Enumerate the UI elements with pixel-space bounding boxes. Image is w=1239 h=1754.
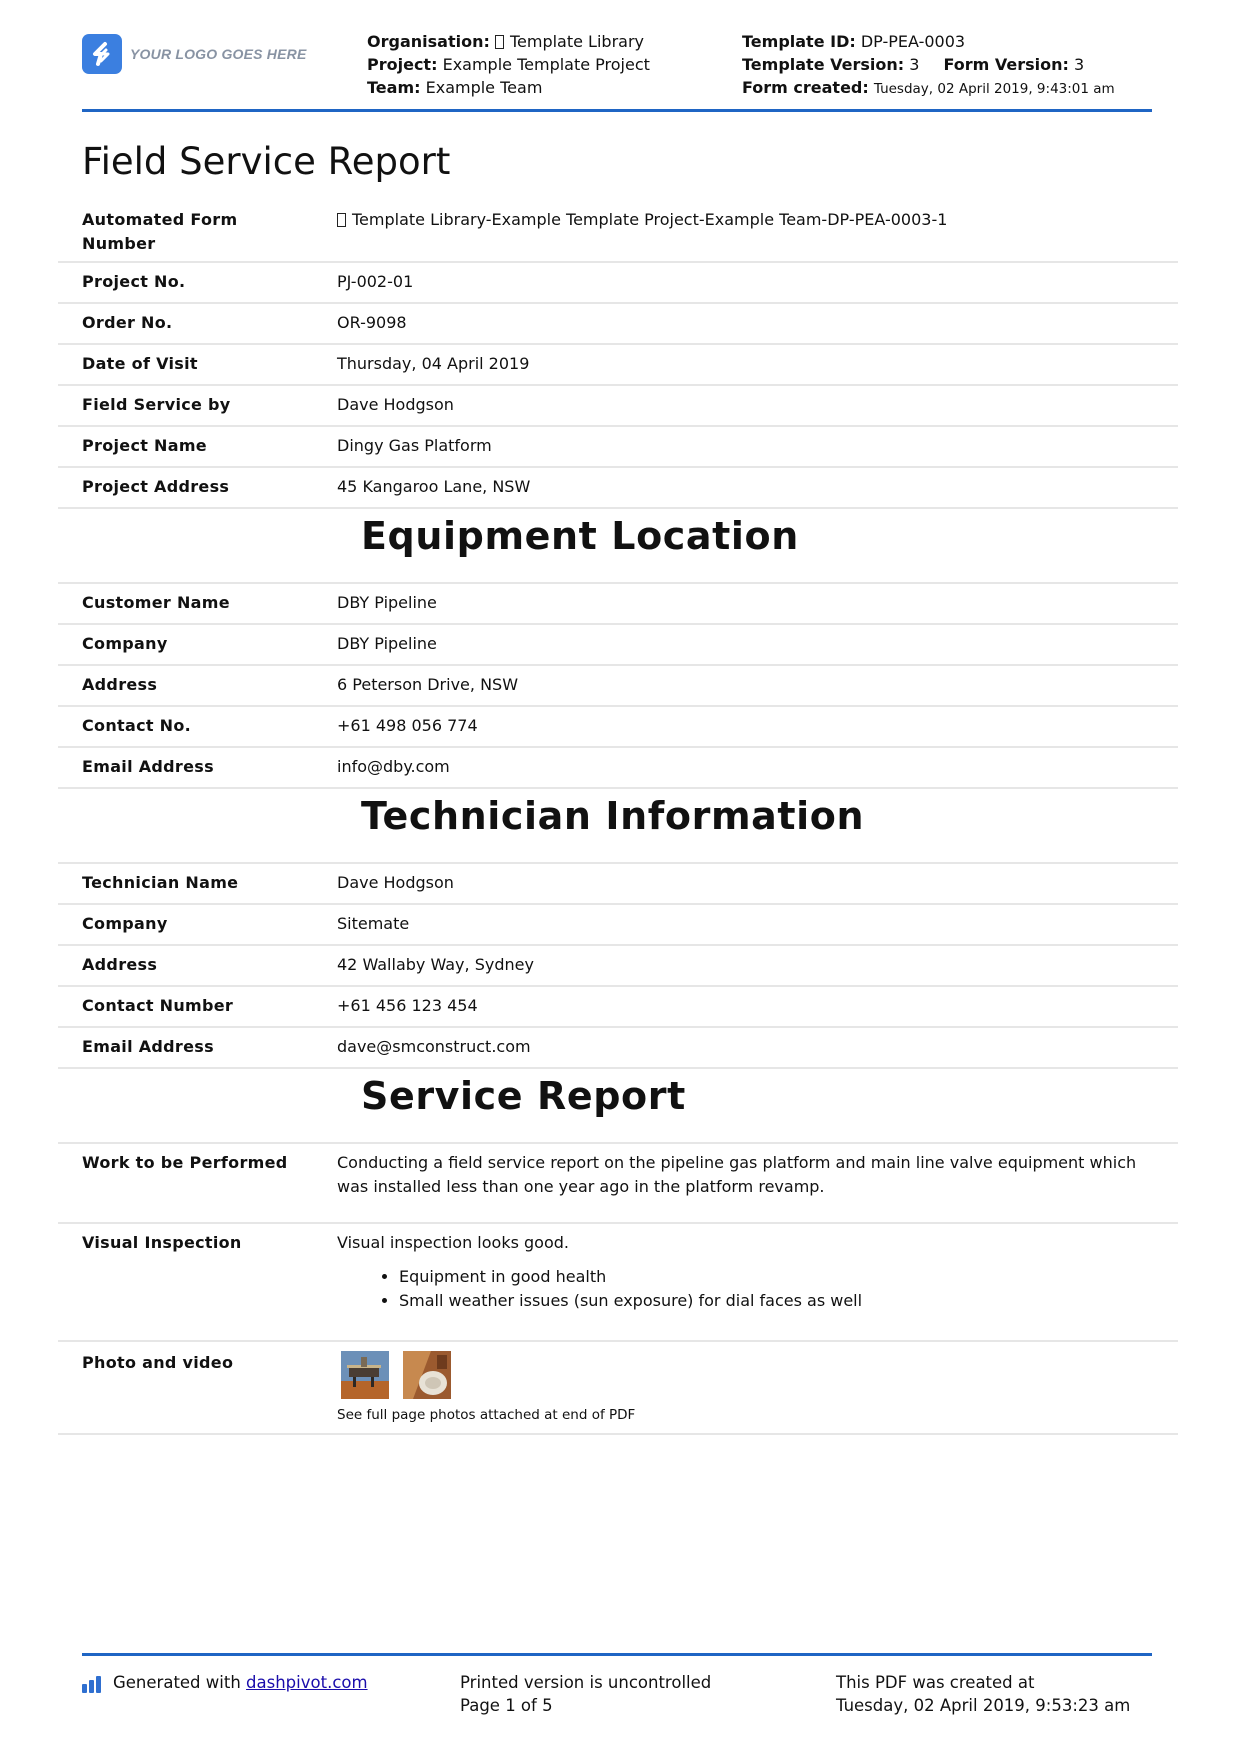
- detail-label: Project Address: [82, 477, 230, 496]
- detail-label: Address: [82, 955, 158, 974]
- technician-row: [58, 1028, 1178, 1069]
- organisation-value: Template Library: [509, 32, 644, 51]
- detail-label: Technician Name: [82, 873, 239, 892]
- list-item: • Equipment in good health: [399, 1265, 1158, 1289]
- detail-value: Dave Hodgson: [337, 395, 454, 414]
- form-created-line: [742, 76, 1115, 101]
- detail-value: Dingy Gas Platform: [337, 436, 492, 455]
- technician-row: [58, 864, 1178, 905]
- pdf-created-label: This PDF was created at: [836, 1673, 1035, 1692]
- equipment-row: [58, 748, 1178, 789]
- version-line: [742, 53, 1115, 76]
- service-row-work: [58, 1144, 1178, 1224]
- detail-row-field-service-by: [58, 386, 1178, 427]
- form-number-value: Template Library-Example Template Project-Example Team-DP-PEA-0003-1: [352, 210, 948, 229]
- detail-value: DBY Pipeline: [337, 634, 437, 653]
- generated-with: [82, 1671, 368, 1694]
- detail-label: Company: [82, 634, 168, 653]
- page-title: Field Service Report: [82, 140, 451, 183]
- detail-value: info@dby.com: [337, 757, 450, 776]
- uncontrolled-notice: Printed version is uncontrolled: [460, 1673, 712, 1692]
- header-template-info: [742, 30, 1115, 101]
- page-header: [82, 28, 1152, 112]
- section-heading-technician: Technician Information: [58, 789, 1178, 864]
- visual-inspection-list: [337, 1265, 1158, 1313]
- detail-value: +61 498 056 774: [337, 716, 478, 735]
- service-row-photos: [58, 1342, 1178, 1435]
- photo-thumbnail-dial[interactable]: [403, 1351, 451, 1399]
- technician-row: [58, 905, 1178, 946]
- detail-label: Work to be Performed: [82, 1153, 288, 1172]
- missing-glyph-icon: [495, 35, 504, 49]
- service-row-visual: [58, 1224, 1178, 1342]
- logo-text: YOUR LOGO GOES HERE: [130, 46, 307, 62]
- template-version-value: 3: [909, 55, 920, 74]
- detail-label: Visual Inspection: [82, 1233, 242, 1252]
- detail-value: Sitemate: [337, 914, 410, 933]
- section-heading-equipment: Equipment Location: [58, 509, 1178, 584]
- technician-row: [58, 987, 1178, 1028]
- detail-label: Project Name: [82, 436, 207, 455]
- section-heading-service: Service Report: [58, 1069, 1178, 1144]
- detail-value: [337, 1351, 1178, 1433]
- project-label: Project:: [367, 55, 438, 74]
- form-version-label: Form Version:: [943, 55, 1069, 74]
- detail-value: +61 456 123 454: [337, 996, 478, 1015]
- generated-prefix: Generated with: [113, 1673, 241, 1692]
- photo-note: See full page photos attached at end of PDF: [337, 1407, 636, 1423]
- logo-icon: [82, 34, 122, 74]
- dashpivot-icon: [82, 1676, 103, 1693]
- equipment-row: [58, 625, 1178, 666]
- organisation-line: [367, 30, 650, 53]
- detail-value: [337, 1231, 1178, 1340]
- equipment-row: [58, 707, 1178, 748]
- detail-row-form-number: [58, 201, 1178, 263]
- page-footer: [82, 1653, 1152, 1723]
- detail-label: Email Address: [82, 757, 214, 776]
- team-label: Team:: [367, 78, 421, 97]
- page-number: Page 1 of 5: [460, 1696, 553, 1715]
- technician-row: [58, 946, 1178, 987]
- photo-thumbnails: [341, 1351, 1158, 1399]
- form-version-value: 3: [1073, 55, 1085, 74]
- detail-value: dave@smconstruct.com: [337, 1037, 531, 1056]
- detail-row-order-no: [58, 304, 1178, 345]
- detail-row-project-no: [58, 263, 1178, 304]
- template-version-label: Template Version:: [742, 55, 905, 74]
- equipment-row: [58, 584, 1178, 625]
- team-line: [367, 76, 650, 99]
- footer-created-info: [836, 1671, 1130, 1717]
- footer-page-info: [460, 1671, 711, 1717]
- detail-label: Address: [82, 675, 158, 694]
- detail-value: 6 Peterson Drive, NSW: [337, 675, 519, 694]
- detail-row-date-of-visit: [58, 345, 1178, 386]
- project-value: Example Template Project: [442, 55, 650, 74]
- detail-row-project-name: [58, 427, 1178, 468]
- report-content: [58, 201, 1178, 1435]
- detail-label: Automated Form Number: [82, 210, 238, 253]
- detail-value: [337, 208, 1178, 261]
- missing-glyph-icon: [337, 213, 346, 227]
- detail-label: Field Service by: [82, 395, 231, 414]
- pdf-created-value: Tuesday, 02 April 2019, 9:53:23 am: [836, 1696, 1131, 1715]
- detail-label: Company: [82, 914, 168, 933]
- template-id-value: DP-PEA-0003: [860, 32, 966, 51]
- detail-value: DBY Pipeline: [337, 593, 437, 612]
- form-created-label: Form created:: [742, 78, 869, 97]
- detail-label: Customer Name: [82, 593, 230, 612]
- detail-label: Order No.: [82, 313, 173, 332]
- detail-value: Thursday, 04 April 2019: [337, 354, 530, 373]
- detail-label: Contact No.: [82, 716, 192, 735]
- dashpivot-link[interactable]: dashpivot.com: [246, 1673, 368, 1692]
- template-id-line: [742, 30, 1115, 53]
- header-org-info: [367, 30, 650, 99]
- detail-label: Photo and video: [82, 1353, 234, 1372]
- project-line: [367, 53, 650, 76]
- team-value: Example Team: [425, 78, 543, 97]
- detail-value: OR-9098: [337, 313, 407, 332]
- form-created-value: Tuesday, 02 April 2019, 9:43:01 am: [873, 81, 1115, 97]
- list-item: • Small weather issues (sun exposure) for dial faces as well: [399, 1289, 1158, 1313]
- detail-value: 42 Wallaby Way, Sydney: [337, 955, 534, 974]
- photo-thumbnail-platform[interactable]: [341, 1351, 389, 1399]
- detail-label: Project No.: [82, 272, 186, 291]
- detail-label: Contact Number: [82, 996, 234, 1015]
- organisation-label: Organisation:: [367, 32, 490, 51]
- detail-label: Email Address: [82, 1037, 214, 1056]
- template-id-label: Template ID:: [742, 32, 856, 51]
- detail-label: Date of Visit: [82, 354, 198, 373]
- detail-value: Dave Hodgson: [337, 873, 454, 892]
- equipment-row: [58, 666, 1178, 707]
- company-logo: [82, 34, 307, 74]
- detail-row-project-address: [58, 468, 1178, 509]
- detail-value: PJ-002-01: [337, 272, 414, 291]
- detail-value: Conducting a field service report on the pipeline gas platform and main line valve equipment which was installed less than one year ago in the platform revamp.: [337, 1153, 1137, 1196]
- detail-value: 45 Kangaroo Lane, NSW: [337, 477, 531, 496]
- visual-inspection-text: Visual inspection looks good.: [337, 1233, 569, 1252]
